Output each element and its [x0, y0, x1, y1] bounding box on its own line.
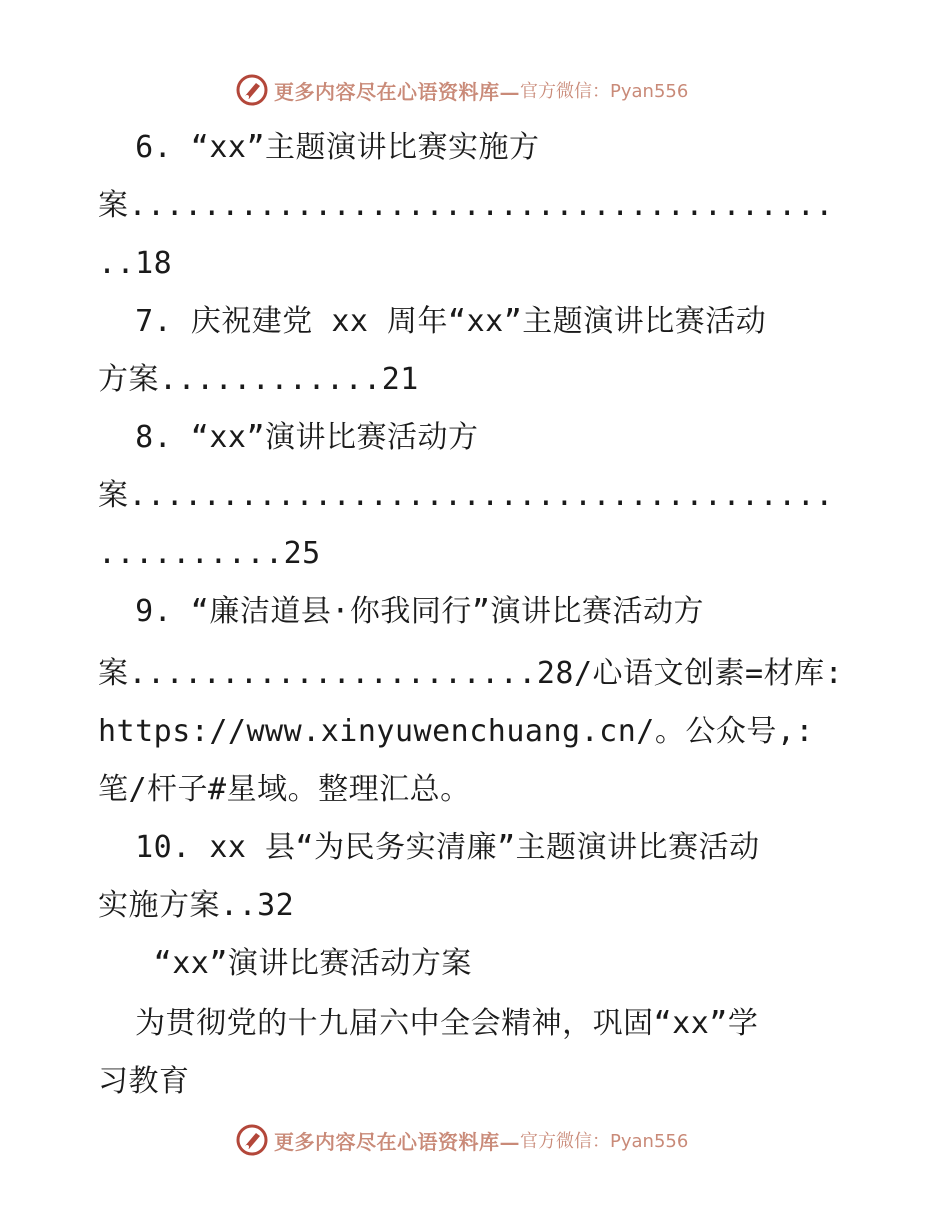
toc-item-8-line2: 案...................................... [98, 478, 834, 513]
toc-item-10-line2: 实施方案..32 [98, 888, 295, 923]
logo-icon [236, 74, 268, 106]
footer-contact-text: 官方微信：Pyan556 [520, 1131, 689, 1152]
header-contact-text: 官方微信：Pyan556 [520, 81, 689, 102]
toc-item-7-line1: 7. 庆祝建党 xx 周年“xx”主题演讲比赛活动 [98, 304, 767, 339]
toc-item-9-url: https://www.xinyuwenchuang.cn/。公众号,: [98, 714, 814, 749]
footer-brand-text: 更多内容尽在心语资料库— [274, 1129, 520, 1154]
toc-item-8-line3: ..........25 [98, 536, 321, 571]
toc-item-9-line1: 9. “廉洁道县·你我同行”演讲比赛活动方 [98, 594, 704, 629]
header-banner [236, 72, 688, 108]
footer-banner [236, 1122, 688, 1158]
logo-icon [236, 1124, 268, 1156]
toc-item-6-line1: 6. “xx”主题演讲比赛实施方 [98, 130, 540, 165]
toc-item-6-line3: ..18 [98, 246, 173, 281]
toc-item-6-line2: 案...................................... [98, 188, 834, 223]
toc-item-7-line2: 方案............21 [98, 362, 419, 397]
section-title: “xx”演讲比赛活动方案 [98, 946, 472, 981]
body-paragraph-line1: 为贯彻党的十九届六中全会精神，巩固“xx”学 [98, 1006, 759, 1041]
toc-item-10-line1: 10. xx 县“为民务实清廉”主题演讲比赛活动 [98, 830, 760, 865]
toc-item-9-note: 笔/杆子#星域。整理汇总。 [98, 772, 471, 807]
body-paragraph-line2: 习教育 [98, 1064, 190, 1099]
toc-item-9-line2: 案......................28/心语文创素=材库: [98, 656, 844, 691]
toc-item-8-line1: 8. “xx”演讲比赛活动方 [98, 420, 479, 455]
header-brand-text: 更多内容尽在心语资料库— [274, 79, 520, 104]
